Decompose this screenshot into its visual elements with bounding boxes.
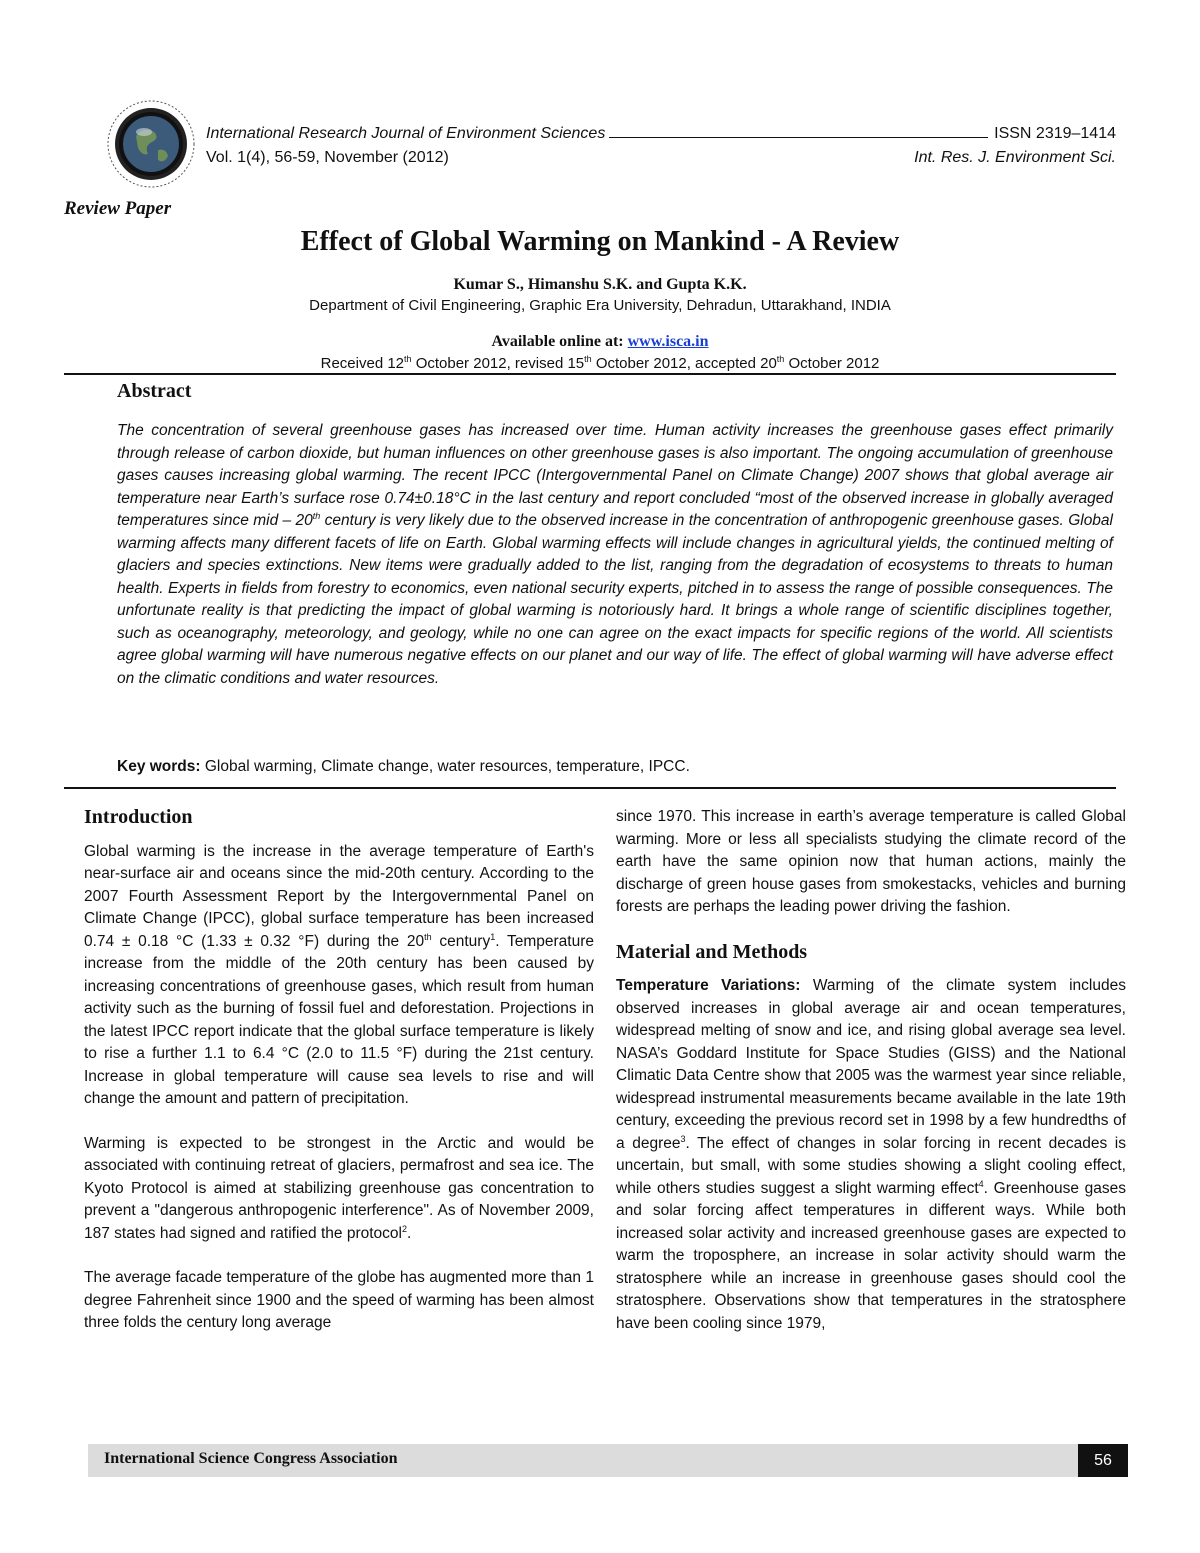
introduction-heading: Introduction (84, 806, 193, 828)
journal-header-line (206, 125, 1116, 143)
received-text: Received 12 (320, 355, 405, 372)
abstract-heading: Abstract (117, 380, 192, 402)
intro-p1-sup-th: th (424, 931, 432, 942)
accepted-sup: th (776, 354, 785, 364)
intro-p2-part-b: . (407, 1224, 412, 1242)
temperature-variations-label: Temperature Variations: (616, 977, 801, 994)
methods-ref-3: 3 (680, 1133, 686, 1144)
abstract-part-2: century is very likely due to the observed increase in the concentration of anthropogenic greenhouse gases. Global warming affects many different facets of life on Earth. Global warming effects will include changes in agricultural yields, the continued melting of glaciers and species extinctions. New items were gradually added to the list, ranging from the degradation of ecosystems to threats to human health. Experts in fields from forestry to economics, even national security experts, pitched in to assess the range of possible consequences. The unfortunate reality is that predicting the impact of global warming is notoriously hard. It brings a whole range of scientific disciplines together, such as oceanography, meteorology, and geology, while no one can agree on the exact impacts for specific regions of the world. All scientists agree global warming will have numerous negative effects on our planet and our way of life. The effect of global warming will have adverse effect on the climatic conditions and water resources. (117, 512, 1113, 687)
methods-part-c: . Greenhouse gases and solar forcing affect temperatures in different ways. While both increased solar activity and increased greenhouse gases are expected to warm the troposphere, an increase in solar activity should warm the stratosphere while an increase in greenhouse gases should cool the stratosphere. Observations show that temperatures in the stratosphere have been cooling since 1979, (616, 1179, 1126, 1332)
revised-sup: th (584, 354, 592, 364)
header-rule (609, 137, 988, 138)
intro-p2-part-a: Warming is expected to be strongest in the Arctic and would be associated with continuing retreat of glaciers, permafrost and sea ice. The Kyoto Protocol is aimed at stabilizing greenhouse gas concentration to prevent a "dangerous anthropogenic interference". As of November 2009, 187 states had signed and ratified the protocol (84, 1134, 594, 1242)
website-link[interactable]: www.isca.in (627, 333, 709, 350)
intro-paragraph-2 (84, 1133, 594, 1246)
keywords-label: Key words: (117, 758, 201, 775)
intro-paragraph-3: The average facade temperature of the globe has augmented more than 1 degree Fahrenheit since 1900 and the speed of warming has been almost three folds the century long average (84, 1269, 594, 1331)
methods-ref-4: 4 (978, 1178, 984, 1189)
journal-name: International Research Journal of Environment Sciences (206, 125, 606, 142)
methods-heading: Material and Methods (616, 940, 808, 963)
intro-p1-part-a: Global warming is the increase in the average temperature of Earth's near-surface air and oceans since the mid-20th century. According to the 2007 Fourth Assessment Report by the Intergovernmental Panel on Climate Change (IPCC), global surface temperature has been increased 0.74 ± 0.18 °C (1.33 ± 0.32 °F) during the 20 (84, 842, 594, 950)
accepted-end-text: October 2012 (784, 355, 880, 372)
methods-paragraph (616, 975, 1126, 1335)
methods-part-a: Warming of the climate system includes observed increases in global average air and ocean temperatures, widespread melting of snow and ice, and rising global average sea level. NASA’s Goddard Institute for Space Studies (GISS) and the National Climatic Data Centre show that 2005 was the warmest year since reliable, widespread instrumental measurements became available in the late 19th century, exceeding the previous record set in 1998 by a few hundredths of a degree (616, 977, 1126, 1152)
methods-part-b: . The effect of changes in solar forcing in recent decades is uncertain, but small, with some studies showing a slight cooling effect, while others studies suggest a slight warming effect (616, 1134, 1126, 1197)
intro-p1-part-b: century (431, 932, 491, 950)
top-divider (64, 373, 1116, 375)
paper-title: Effect of Global Warming on Mankind - A Review (300, 226, 900, 257)
footer-bar (88, 1444, 1128, 1477)
volume-info: Vol. 1(4), 56-59, November (2012) (206, 149, 449, 166)
availability-line (0, 333, 1200, 351)
intro-p1-ref-1: 1 (490, 931, 496, 942)
right-column (616, 806, 1126, 1357)
volume-header-line (206, 149, 1116, 167)
journal-abbreviation: Int. Res. J. Environment Sci. (914, 149, 1116, 166)
revised-text: October 2012, revised 15 (411, 355, 585, 372)
intro-p2-ref-2: 2 (401, 1223, 407, 1234)
globe-seal-icon (104, 98, 202, 190)
authors: Kumar S., Himanshu S.K. and Gupta K.K. (453, 276, 747, 293)
accepted-text: October 2012, accepted 20 (591, 355, 777, 372)
intro-p1-part-c: . Temperature increase from the middle of the 20th century has been caused by increasing concentrations of greenhouse gases, which result from human activity such as the burning of fossil fuel and deforestation. Projections in the latest IPCC report indicate that the global surface temperature is likely to rise a further 1.1 to 6.4 °C (2.0 to 11.5 °F) during the 21st century. Increase in global temperature will cause sea levels to rise and will change the amount and pattern of precipitation. (84, 932, 594, 1107)
abstract-text (117, 420, 1113, 690)
page-number: 56 (1078, 1444, 1128, 1477)
abstract-divider (64, 787, 1116, 789)
issn: ISSN 2319–1414 (994, 125, 1116, 142)
keywords (117, 758, 1113, 776)
abstract-sup: th (312, 510, 321, 521)
availability-label: Available online at: (491, 333, 628, 350)
abstract-part-1: The concentration of several greenhouse gases has increased over time. Human activity increases the greenhouse gases effect primarily through release of carbon dioxide, but human influences on other greenhouse gases is also important. The ongoing accumulation of greenhouse gases causes increasing global warming. The recent IPCC (Intergovernmental Panel on Climate Change) 2007 shows that global average air temperature near Earth’s surface rose 0.74±0.18°C in the last century and report concluded “most of the observed increase in globally averaged temperatures since mid – 20 (117, 422, 1113, 529)
received-dates (0, 354, 1200, 372)
paper-type: Review Paper (64, 198, 172, 219)
intro-paragraph-4: since 1970. This increase in earth’s average temperature is called Global warming. More or less all specialists studying the climate record of the earth have the same opinion now that human actions, mainly the discharge of green house gases from smokestacks, vehicles and burning forests are perhaps the leading power driving the fashion. (616, 808, 1126, 915)
received-sup: th (404, 354, 412, 364)
journal-logo (104, 98, 202, 190)
left-column (84, 806, 594, 1357)
intro-paragraph-1 (84, 841, 594, 1111)
footer-organization: International Science Congress Association (104, 1450, 398, 1467)
affiliation: Department of Civil Engineering, Graphic Era University, Dehradun, Uttarakhand, INDIA (309, 297, 891, 314)
keywords-text: Global warming, Climate change, water resources, temperature, IPCC. (200, 758, 690, 775)
